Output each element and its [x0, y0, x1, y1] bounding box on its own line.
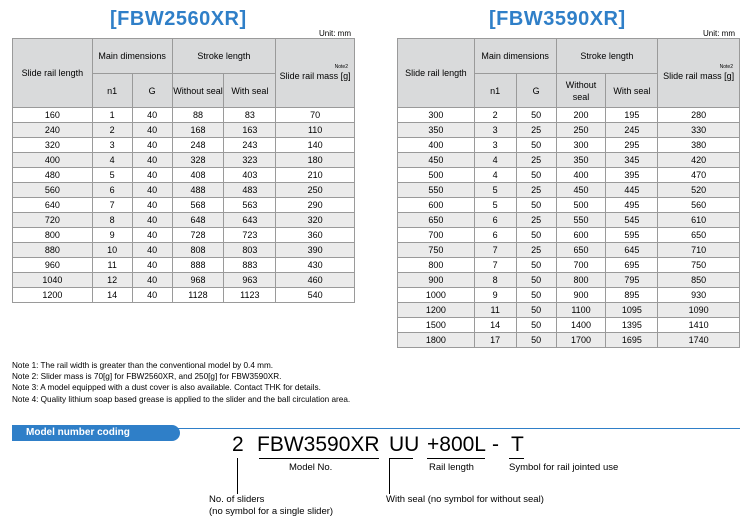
- cell-with-seal: 495: [606, 198, 658, 213]
- cell-length: 1200: [398, 303, 475, 318]
- cell-n1: 7: [474, 243, 516, 258]
- cell-with-seal: 245: [606, 123, 658, 138]
- cell-without-seal: 88: [172, 108, 224, 123]
- bracket-rail: [427, 458, 485, 459]
- cell-mass: 540: [276, 288, 355, 303]
- cell-n1: 9: [474, 288, 516, 303]
- cell-n1: 14: [474, 318, 516, 333]
- table-row: [398, 303, 740, 318]
- cell-with-seal: 1695: [606, 333, 658, 348]
- cell-g: 50: [516, 318, 556, 333]
- header-text: Slide rail mass [g]: [663, 71, 735, 81]
- cell-mass: 330: [658, 123, 740, 138]
- header-stroke-length: [556, 39, 658, 74]
- table-row: [398, 333, 740, 348]
- table-row: [398, 168, 740, 183]
- cell-mass: 280: [658, 108, 740, 123]
- header-with-seal: [224, 74, 276, 108]
- header-text: Main dimensions: [481, 51, 549, 61]
- table-row: [13, 213, 355, 228]
- cell-g: 25: [516, 123, 556, 138]
- cell-without-seal: 568: [172, 198, 224, 213]
- table-row: [398, 228, 740, 243]
- cell-g: 40: [132, 183, 172, 198]
- cell-with-seal: 595: [606, 228, 658, 243]
- header-main-dimensions: [474, 39, 556, 74]
- header-text: With seal: [231, 85, 269, 96]
- cell-with-seal: 643: [224, 213, 276, 228]
- cell-with-seal: 83: [224, 108, 276, 123]
- table-row: [13, 108, 355, 123]
- cell-length: 600: [398, 198, 475, 213]
- table-row: [398, 318, 740, 333]
- cell-g: 40: [132, 243, 172, 258]
- header-text: Slide rail mass [g]: [279, 71, 351, 81]
- header-g: [132, 74, 172, 108]
- cell-n1: 8: [474, 273, 516, 288]
- left-unit: Unit: mm: [319, 29, 351, 38]
- cell-length: 160: [13, 108, 93, 123]
- cell-n1: 17: [474, 333, 516, 348]
- cell-without-seal: 300: [556, 138, 606, 153]
- table-row: [398, 183, 740, 198]
- cell-length: 700: [398, 228, 475, 243]
- cell-without-seal: 1400: [556, 318, 606, 333]
- code-rail-length: +800L: [427, 433, 486, 456]
- cell-g: 40: [132, 288, 172, 303]
- cell-n1: 10: [92, 243, 132, 258]
- bracket-joint: [509, 458, 524, 459]
- table-row: [398, 108, 740, 123]
- code-joint: T: [511, 433, 524, 456]
- cell-without-seal: 488: [172, 183, 224, 198]
- cell-with-seal: 645: [606, 243, 658, 258]
- table-row: [398, 273, 740, 288]
- cell-n1: 4: [474, 168, 516, 183]
- cell-length: 800: [13, 228, 93, 243]
- header-text: G: [532, 85, 540, 96]
- table-row: [398, 288, 740, 303]
- cell-length: 1800: [398, 333, 475, 348]
- table-row: [13, 258, 355, 273]
- cell-g: 40: [132, 153, 172, 168]
- cell-mass: 420: [658, 153, 740, 168]
- cell-g: 40: [132, 228, 172, 243]
- cell-n1: 8: [92, 213, 132, 228]
- cell-length: 500: [398, 168, 475, 183]
- cell-n1: 14: [92, 288, 132, 303]
- cell-mass: 180: [276, 153, 355, 168]
- header-text: n1: [490, 85, 501, 96]
- note-superscript: Note2: [334, 64, 348, 70]
- cell-mass: 460: [276, 273, 355, 288]
- table-row: [398, 258, 740, 273]
- table-row: [13, 288, 355, 303]
- cell-without-seal: 250: [556, 123, 606, 138]
- cell-n1: 2: [92, 123, 132, 138]
- cell-g: 50: [516, 303, 556, 318]
- header-text: n1: [107, 85, 118, 96]
- table-row: [13, 273, 355, 288]
- table-row: [13, 168, 355, 183]
- header-n1: [92, 74, 132, 108]
- cell-without-seal: 968: [172, 273, 224, 288]
- cell-g: 50: [516, 108, 556, 123]
- cell-n1: 11: [474, 303, 516, 318]
- cell-n1: 6: [474, 228, 516, 243]
- cell-length: 240: [13, 123, 93, 138]
- cell-g: 25: [516, 213, 556, 228]
- cell-n1: 1: [92, 108, 132, 123]
- cell-g: 50: [516, 228, 556, 243]
- cell-mass: 390: [276, 243, 355, 258]
- cell-g: 25: [516, 183, 556, 198]
- cell-length: 300: [398, 108, 475, 123]
- table-row: [13, 183, 355, 198]
- header-stroke-length: [172, 39, 276, 74]
- cell-mass: 210: [276, 168, 355, 183]
- cell-with-seal: 345: [606, 153, 658, 168]
- code-seal: UU: [389, 433, 420, 456]
- cell-mass: 1740: [658, 333, 740, 348]
- cell-n1: 7: [92, 198, 132, 213]
- cell-without-seal: 600: [556, 228, 606, 243]
- header-without-seal: [556, 74, 606, 108]
- cell-n1: 5: [474, 183, 516, 198]
- cell-without-seal: 650: [556, 243, 606, 258]
- cell-mass: 320: [276, 213, 355, 228]
- note-4: Note 4: Quality lithium soap based grease is applied to the slider and the ball circulation area.: [12, 394, 351, 404]
- header-text: Stroke length: [580, 51, 634, 61]
- cell-n1: 12: [92, 273, 132, 288]
- header-text: Main dimensions: [98, 51, 166, 61]
- cell-mass: 290: [276, 198, 355, 213]
- cell-length: 350: [398, 123, 475, 138]
- cell-g: 40: [132, 108, 172, 123]
- cell-n1: 5: [474, 198, 516, 213]
- bracket-seal: [389, 458, 413, 459]
- cell-mass: 710: [658, 243, 740, 258]
- table-row: [398, 198, 740, 213]
- cell-without-seal: 400: [556, 168, 606, 183]
- cell-without-seal: 248: [172, 138, 224, 153]
- note-3: Note 3: A model equipped with a dust cover is also available. Contact THK for details.: [12, 383, 321, 393]
- cell-length: 640: [13, 198, 93, 213]
- cell-n1: 3: [474, 123, 516, 138]
- label-sliders-note: (no symbol for a single slider): [209, 506, 334, 517]
- cell-with-seal: 163: [224, 123, 276, 138]
- header-without-seal: [172, 74, 224, 108]
- table-row: [13, 198, 355, 213]
- cell-length: 900: [398, 273, 475, 288]
- cell-without-seal: 500: [556, 198, 606, 213]
- cell-mass: 650: [658, 228, 740, 243]
- table-row: [13, 138, 355, 153]
- cell-mass: 1090: [658, 303, 740, 318]
- cell-mass: 110: [276, 123, 355, 138]
- cell-without-seal: 888: [172, 258, 224, 273]
- cell-g: 50: [516, 288, 556, 303]
- cell-g: 50: [516, 273, 556, 288]
- cell-mass: 610: [658, 213, 740, 228]
- table-row: [13, 123, 355, 138]
- right-unit: Unit: mm: [703, 29, 735, 38]
- cell-length: 1040: [13, 273, 93, 288]
- cell-length: 880: [13, 243, 93, 258]
- leader-seal: [389, 458, 390, 494]
- header-g: [516, 74, 556, 108]
- header-text: Without seal: [565, 79, 597, 102]
- note-superscript: Note2: [719, 64, 733, 70]
- cell-with-seal: 243: [224, 138, 276, 153]
- cell-g: 40: [132, 123, 172, 138]
- cell-without-seal: 1100: [556, 303, 606, 318]
- cell-with-seal: 883: [224, 258, 276, 273]
- cell-g: 25: [516, 153, 556, 168]
- cell-mass: 470: [658, 168, 740, 183]
- header-text: Slide rail length: [405, 68, 467, 78]
- label-model-no: Model No.: [289, 462, 333, 473]
- cell-length: 750: [398, 243, 475, 258]
- cell-with-seal: 563: [224, 198, 276, 213]
- code-model: FBW3590XR: [257, 433, 380, 456]
- cell-length: 480: [13, 168, 93, 183]
- code-sliders: 2: [232, 433, 244, 456]
- cell-mass: 850: [658, 273, 740, 288]
- cell-length: 400: [13, 153, 93, 168]
- cell-with-seal: 1395: [606, 318, 658, 333]
- right-spec-table: [397, 38, 740, 348]
- cell-n1: 6: [92, 183, 132, 198]
- cell-mass: 70: [276, 108, 355, 123]
- table-row: [398, 213, 740, 228]
- cell-with-seal: 445: [606, 183, 658, 198]
- header-slide-rail-mass: [658, 39, 740, 108]
- notes: [12, 360, 350, 405]
- header-slide-rail-length: [398, 39, 475, 108]
- cell-g: 50: [516, 138, 556, 153]
- table-row: [398, 243, 740, 258]
- cell-without-seal: 1700: [556, 333, 606, 348]
- cell-length: 560: [13, 183, 93, 198]
- cell-n1: 7: [474, 258, 516, 273]
- cell-length: 450: [398, 153, 475, 168]
- cell-g: 25: [516, 243, 556, 258]
- cell-mass: 360: [276, 228, 355, 243]
- cell-without-seal: 900: [556, 288, 606, 303]
- leader-sliders: [237, 458, 238, 494]
- cell-mass: 930: [658, 288, 740, 303]
- cell-mass: 1410: [658, 318, 740, 333]
- cell-with-seal: 963: [224, 273, 276, 288]
- header-text: Slide rail length: [21, 68, 84, 78]
- cell-with-seal: 723: [224, 228, 276, 243]
- code-dash: -: [492, 433, 499, 456]
- table-row: [13, 153, 355, 168]
- cell-with-seal: 1123: [224, 288, 276, 303]
- cell-mass: 520: [658, 183, 740, 198]
- cell-with-seal: 403: [224, 168, 276, 183]
- cell-length: 1000: [398, 288, 475, 303]
- cell-mass: 380: [658, 138, 740, 153]
- header-text: Without seal: [173, 85, 223, 96]
- cell-without-seal: 408: [172, 168, 224, 183]
- left-table-title: [FBW2560XR]: [110, 8, 247, 30]
- cell-mass: 430: [276, 258, 355, 273]
- label-rail-joint: Symbol for rail jointed use: [509, 462, 619, 473]
- cell-without-seal: 200: [556, 108, 606, 123]
- cell-with-seal: 195: [606, 108, 658, 123]
- cell-n1: 3: [92, 138, 132, 153]
- header-text: With seal: [613, 85, 651, 96]
- note-2: Note 2: Slider mass is 70[g] for FBW2560XR, and 250[g] for FBW3590XR.: [12, 372, 282, 382]
- cell-length: 960: [13, 258, 93, 273]
- cell-with-seal: 295: [606, 138, 658, 153]
- cell-with-seal: 895: [606, 288, 658, 303]
- right-table-title: [FBW3590XR]: [489, 8, 626, 30]
- cell-without-seal: 168: [172, 123, 224, 138]
- table-row: [398, 123, 740, 138]
- cell-without-seal: 550: [556, 213, 606, 228]
- cell-n1: 4: [92, 153, 132, 168]
- bracket-model: [259, 458, 379, 459]
- cell-with-seal: 395: [606, 168, 658, 183]
- cell-with-seal: 795: [606, 273, 658, 288]
- header-slide-rail-length: [13, 39, 93, 108]
- cell-g: 40: [132, 258, 172, 273]
- cell-mass: 750: [658, 258, 740, 273]
- cell-with-seal: 1095: [606, 303, 658, 318]
- cell-n1: 11: [92, 258, 132, 273]
- label-rail-length: Rail length: [429, 462, 474, 473]
- header-text: Stroke length: [197, 51, 251, 61]
- model-number-coding-label: Model number coding: [12, 425, 180, 441]
- cell-mass: 560: [658, 198, 740, 213]
- label-sliders: No. of sliders: [209, 494, 265, 505]
- cell-with-seal: 695: [606, 258, 658, 273]
- header-main-dimensions: [92, 39, 172, 74]
- header-slide-rail-mass: [276, 39, 355, 108]
- cell-without-seal: 808: [172, 243, 224, 258]
- cell-without-seal: 328: [172, 153, 224, 168]
- label-seal: With seal (no symbol for without seal): [386, 494, 544, 505]
- cell-with-seal: 545: [606, 213, 658, 228]
- cell-length: 1500: [398, 318, 475, 333]
- cell-without-seal: 728: [172, 228, 224, 243]
- cell-n1: 4: [474, 153, 516, 168]
- cell-length: 650: [398, 213, 475, 228]
- table-row: [13, 243, 355, 258]
- header-n1: [474, 74, 516, 108]
- cell-mass: 250: [276, 183, 355, 198]
- cell-n1: 5: [92, 168, 132, 183]
- cell-length: 720: [13, 213, 93, 228]
- cell-without-seal: 1128: [172, 288, 224, 303]
- cell-with-seal: 803: [224, 243, 276, 258]
- cell-g: 50: [516, 333, 556, 348]
- cell-without-seal: 700: [556, 258, 606, 273]
- cell-g: 40: [132, 198, 172, 213]
- cell-length: 1200: [13, 288, 93, 303]
- cell-without-seal: 648: [172, 213, 224, 228]
- cell-without-seal: 350: [556, 153, 606, 168]
- table-row: [398, 138, 740, 153]
- cell-length: 550: [398, 183, 475, 198]
- cell-n1: 6: [474, 213, 516, 228]
- cell-with-seal: 483: [224, 183, 276, 198]
- cell-n1: 2: [474, 108, 516, 123]
- cell-g: 40: [132, 273, 172, 288]
- cell-g: 40: [132, 213, 172, 228]
- cell-length: 320: [13, 138, 93, 153]
- header-text: G: [148, 85, 156, 96]
- cell-n1: 3: [474, 138, 516, 153]
- header-with-seal: [606, 74, 658, 108]
- cell-mass: 140: [276, 138, 355, 153]
- table-row: [398, 153, 740, 168]
- cell-length: 400: [398, 138, 475, 153]
- table-row: [13, 228, 355, 243]
- cell-g: 50: [516, 198, 556, 213]
- left-spec-table: [12, 38, 355, 303]
- cell-without-seal: 450: [556, 183, 606, 198]
- cell-n1: 9: [92, 228, 132, 243]
- cell-g: 40: [132, 168, 172, 183]
- cell-g: 40: [132, 138, 172, 153]
- cell-without-seal: 800: [556, 273, 606, 288]
- cell-with-seal: 323: [224, 153, 276, 168]
- cell-g: 50: [516, 258, 556, 273]
- note-1: Note 1: The rail width is greater than the conventional model by 0.4 mm.: [12, 361, 274, 370]
- cell-g: 50: [516, 168, 556, 183]
- cell-length: 800: [398, 258, 475, 273]
